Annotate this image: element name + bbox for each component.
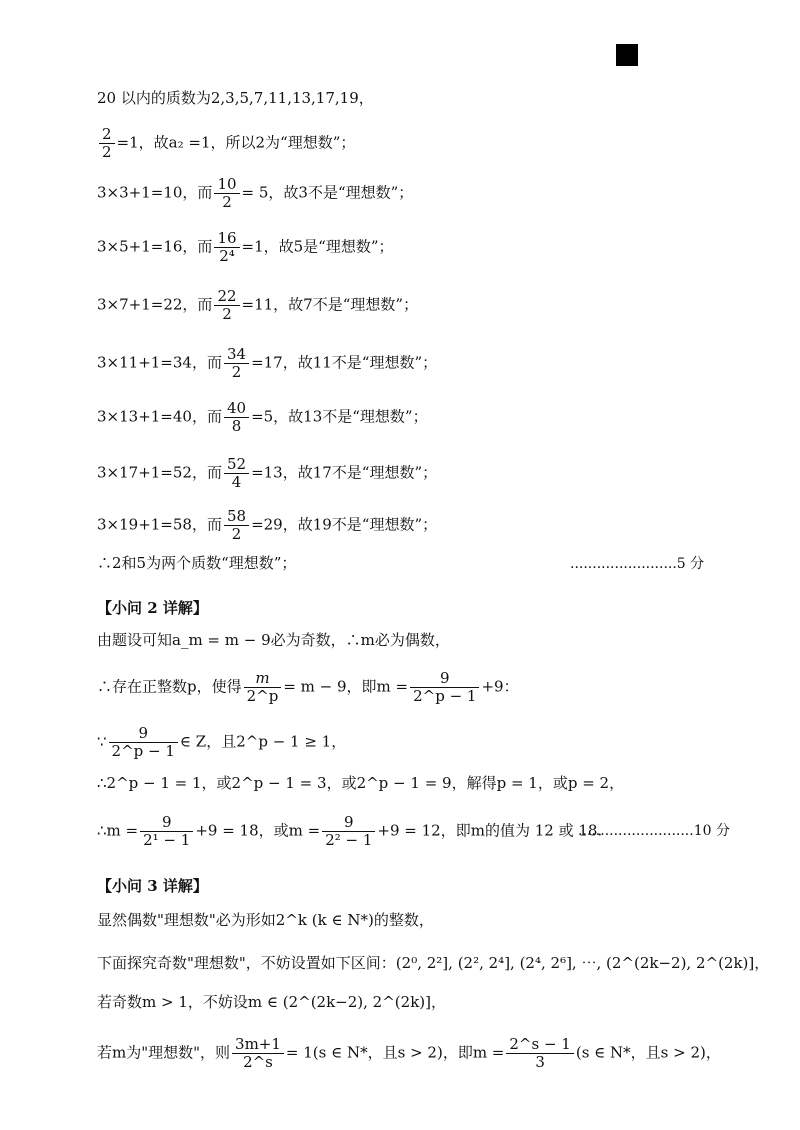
q2-line-3: ∵ $\frac{9}{2\^{}p - 1}$ ∈ Z，且2^p − 1 ≥ 1， bbox=[97, 724, 347, 760]
fraction: $\frac{52}{4}$ bbox=[224, 456, 249, 491]
q3-line-2: 下面探究奇数"理想数"，不妨设置如下区间：(2⁰, 2²], (2², 2⁴], (2⁴, 2⁶], ⋯, (2^(2k−2), 2^(2k)]， bbox=[97, 954, 770, 972]
q3-header: 【小问 3 详解】 bbox=[97, 877, 208, 895]
q3-line-1: 显然偶数"理想数"必为形如2^k (k ∈ N*)的整数， bbox=[97, 911, 434, 929]
corner-black-square bbox=[616, 44, 638, 66]
score-10: ..........................10 分 bbox=[578, 823, 730, 839]
q2-line-4: ∴2^p − 1 = 1，或2^p − 1 = 3，或2^p − 1 = 9，解得p = 1，或p = 2， bbox=[97, 774, 625, 792]
calc-row: 3×3+1=10，而 $\frac{10}{2}$ = 5，故3不是“理想数”； bbox=[97, 175, 414, 211]
fraction: $\frac{40}{8}$ bbox=[224, 400, 249, 435]
fraction: $\frac{34}{2}$ bbox=[224, 346, 249, 381]
score-5: ........................5 分 bbox=[570, 556, 705, 572]
primes-line: 20 以内的质数为2,3,5,7,11,13,17,19， bbox=[97, 89, 374, 107]
calc-row: 3×5+1=16，而 $\frac{16}{\text{2⁴}}$ =1，故5是“理想数”； bbox=[97, 229, 394, 265]
calc-row: 3×11+1=34，而 $\frac{34}{2}$ =17，故11不是“理想数”； bbox=[97, 345, 438, 381]
q2-line-5: ∴m = $\frac{9}{\text{2¹ − 1}}$ +9 = 18，或m = $\frac{9}{\text{2² − 1}}$ +9 = 12，即m的值为 12 或 18. bbox=[97, 813, 603, 849]
fraction: $\frac{58}{2}$ bbox=[224, 508, 249, 543]
q2-line-1: 由题设可知a_m = m − 9必为奇数，∴m必为偶数， bbox=[97, 631, 450, 649]
calc-row: 3×19+1=58，而 $\frac{58}{2}$ =29，故19不是“理想数”； bbox=[97, 507, 438, 543]
fraction: $\frac{22}{2}$ bbox=[214, 288, 239, 323]
fraction: $\frac{16}{\text{2⁴}}$ bbox=[214, 230, 239, 265]
calc-row: 3×7+1=22，而 $\frac{22}{2}$ =11，故7不是“理想数”； bbox=[97, 287, 419, 323]
calc-row: 3×17+1=52，而 $\frac{52}{4}$ =13，故17不是“理想数”； bbox=[97, 455, 438, 491]
q2-line-2: ∴存在正整数p，使得 $\frac{m}{2\^{}p}$ = m − 9，即m = $\frac{9}{2\^{}p - 1}$ +9： bbox=[97, 669, 519, 705]
calc-row: 3×13+1=40，而 $\frac{40}{8}$ =5，故13不是“理想数”； bbox=[97, 399, 428, 435]
conclusion-1: ∴2和5为两个质数“理想数”； bbox=[97, 554, 297, 572]
q3-line-3: 若奇数m > 1，不妨设m ∈ (2^(2k−2), 2^(2k)]， bbox=[97, 993, 446, 1011]
fraction: $\frac{2}{2}$ bbox=[99, 126, 115, 161]
fraction: $\frac{10}{2}$ bbox=[214, 176, 239, 211]
q3-line-4: 若m为"理想数"，则 $\frac{3m+1}{2\^{}s}$ = 1(s ∈ N*，且s > 2)，即m = $\frac{2\^{}s - 1}{3}$ (s ∈ N*，且s > 2)， bbox=[97, 1035, 721, 1071]
line-2-ideal: $\frac{2}{2}$ =1，故a₂ =1，所以2为“理想数”； bbox=[97, 126, 355, 161]
q2-header: 【小问 2 详解】 bbox=[97, 599, 208, 617]
